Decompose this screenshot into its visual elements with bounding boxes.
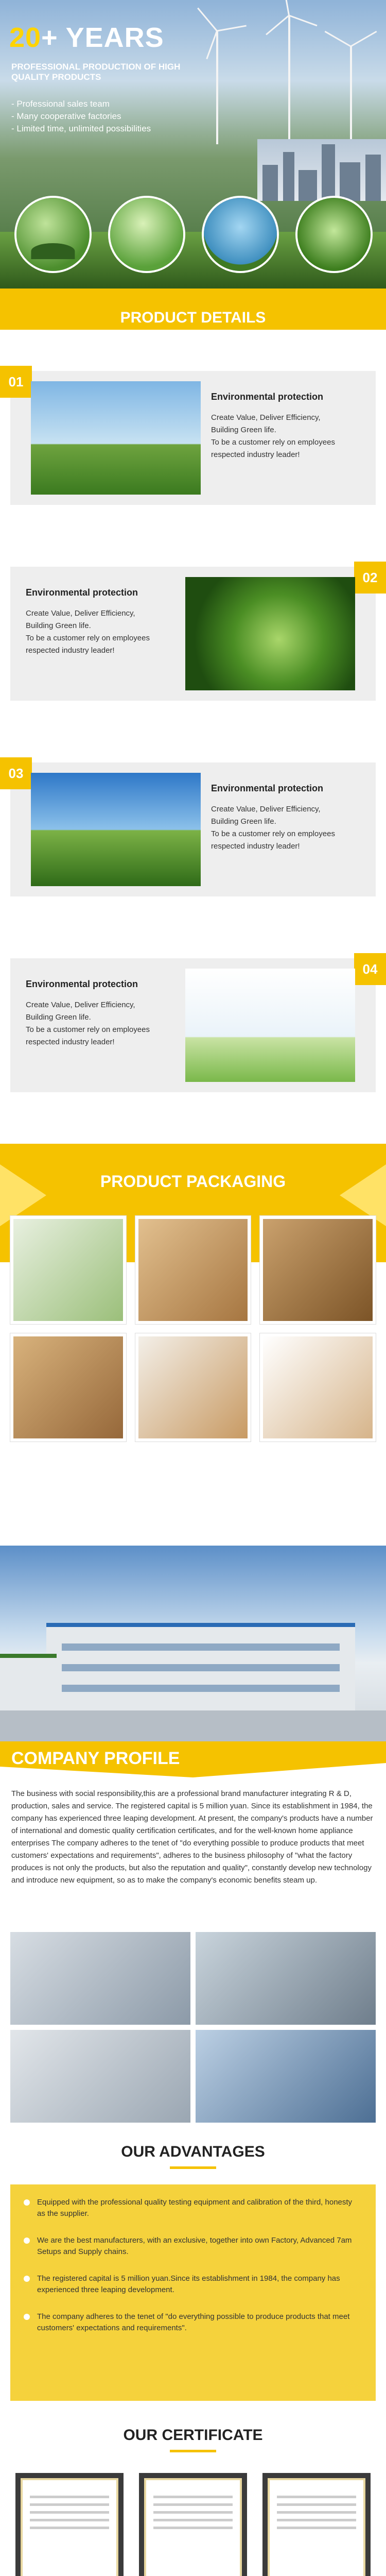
section-title: OUR ADVANTAGES — [121, 2143, 265, 2160]
step-number-badge: 04 — [354, 953, 386, 985]
wind-turbine-icon — [216, 31, 218, 144]
workshop-photo — [196, 2030, 376, 2123]
bullet-dot-icon — [24, 2238, 30, 2244]
card-title: Environmental protection — [211, 783, 324, 793]
step-number-badge: 02 — [354, 562, 386, 594]
green-globe-image — [295, 196, 373, 273]
packaging-photo — [135, 1333, 251, 1442]
hero-subtitle: PROFESSIONAL PRODUCTION OF HIGH QUALITY PRODUCTS — [11, 62, 181, 82]
advantages-section — [0, 2128, 386, 2416]
packaging-photo — [10, 1333, 126, 1442]
advantages-box — [10, 2184, 376, 2401]
product-image — [31, 773, 201, 886]
step-number-badge: 03 — [0, 757, 32, 789]
years-headline: 20+ YEARS — [9, 22, 164, 53]
card-title: Environmental protection — [26, 587, 138, 598]
product-detail-card — [10, 567, 376, 701]
workshop-photo — [10, 2030, 190, 2123]
hero-bullet: - Professional sales team — [11, 99, 110, 109]
hero-bullet: - Many cooperative factories — [11, 111, 121, 121]
product-detail-card — [10, 371, 376, 505]
card-body: Create Value, Deliver Efficiency, Building Green life. To be a customer rely on employees respected industry leader! — [26, 609, 150, 655]
section-title: PRODUCT DETAILS — [120, 309, 266, 326]
green-globe-image — [202, 196, 279, 273]
hero-bullet-list — [11, 98, 151, 135]
packaging-photo — [10, 1216, 126, 1324]
product-detail-card — [10, 958, 376, 1092]
bullet-dot-icon — [24, 2314, 30, 2320]
factory-photo — [0, 1546, 386, 1741]
advantage-item: Equipped with the professional quality testing equipment and calibration of the third, honesty as the supplier. — [24, 2197, 362, 2219]
workshop-photo — [10, 1932, 190, 2025]
workshop-photos — [0, 1932, 386, 2128]
packaging-photo-grid — [10, 1216, 376, 1442]
advantage-item: We are the best manufacturers, with an exclusive, together into own Factory, Advanced 7am Setups and Supply chains. — [24, 2235, 362, 2258]
section-title: OUR CERTIFICATE — [123, 2427, 263, 2444]
product-image — [31, 381, 201, 495]
product-details-banner — [0, 289, 386, 366]
product-image — [185, 969, 355, 1082]
hero-banner — [0, 0, 386, 289]
certificate-image — [262, 2473, 371, 2576]
company-profile-banner — [0, 1741, 386, 1777]
green-globe-image — [108, 196, 185, 273]
section-title: COMPANY PROFILE — [11, 1749, 180, 1768]
card-title: Environmental protection — [211, 392, 324, 402]
advantage-item: The registered capital is 5 million yuan.Since its establishment in 1984, the company has experienced three leaping development. — [24, 2273, 362, 2296]
card-body: Create Value, Deliver Efficiency, Building Green life. To be a customer rely on employees respected industry leader! — [211, 413, 335, 459]
card-body: Create Value, Deliver Efficiency, Building Green life. To be a customer rely on employees respected industry leader! — [26, 1001, 150, 1046]
green-globe-image — [14, 196, 92, 273]
bullet-dot-icon — [24, 2199, 30, 2206]
wind-turbine-icon — [288, 15, 290, 144]
workshop-photo — [196, 1932, 376, 2025]
product-image — [185, 577, 355, 690]
packaging-photo — [135, 1216, 251, 1324]
product-details-list — [0, 366, 386, 1144]
certificate-image — [15, 2473, 124, 2576]
card-body: Create Value, Deliver Efficiency, Building Green life. To be a customer rely on employees respected industry leader! — [211, 805, 335, 851]
hero-bullet: - Limited time, unlimited possibilities — [11, 124, 151, 133]
company-description: The business with social responsibility,this are a professional brand manufacturer integrating R & D, production, sales and service. The registered capital is 5 million yuan. Since its establishment in 1984, the company has experienced three leaping development. At present, the company's products have a number of international and domestic quality certification certificates, and for the well-known home appliance enterprises The company adheres to the tenet of "do everything possible to produce products that meet customers' expectations and requirements", adheres to the business philosophy of "what the factory produces is not only the products, but also the reputation and quality", constantly develop new technology and introduce new equipment, so as to make the company's economic benefits steam up. — [11, 1789, 373, 1885]
city-skyline — [257, 139, 386, 201]
step-number-badge: 01 — [0, 366, 32, 398]
certificate-image — [139, 2473, 247, 2576]
packaging-photo — [260, 1333, 376, 1442]
company-profile-text — [0, 1777, 386, 1932]
product-detail-card — [10, 762, 376, 896]
certificate-section — [0, 2416, 386, 2576]
packaging-photo — [260, 1216, 376, 1324]
product-packaging-section — [0, 1144, 386, 1546]
bullet-dot-icon — [24, 2276, 30, 2282]
section-title: PRODUCT PACKAGING — [100, 1172, 286, 1191]
advantage-item: The company adheres to the tenet of "do everything possible to produce products that meet customers' expectations and requirements". — [24, 2311, 362, 2334]
card-title: Environmental protection — [26, 979, 138, 989]
